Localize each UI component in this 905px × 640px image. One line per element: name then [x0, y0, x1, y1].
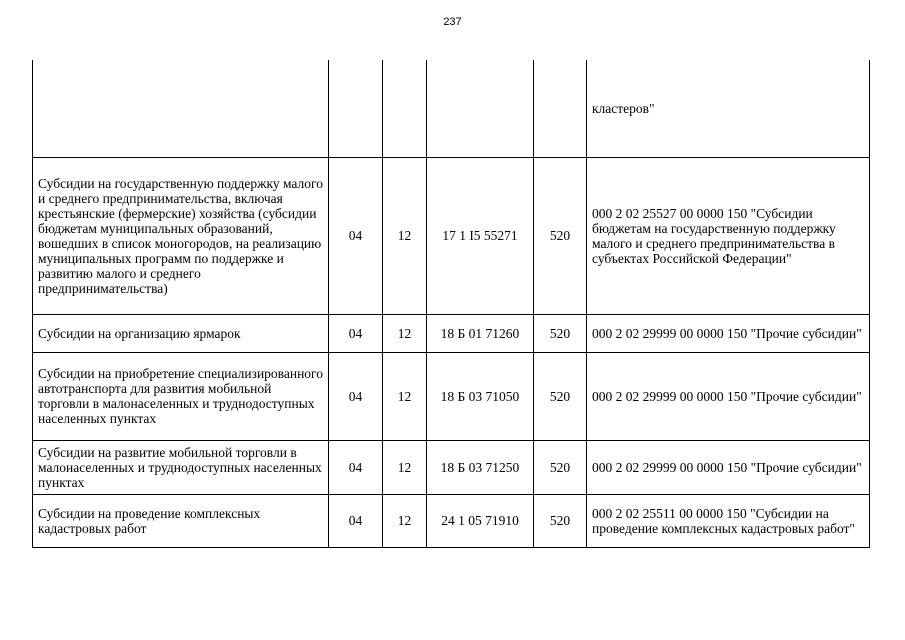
subsection-cell: 12	[383, 494, 427, 547]
section-cell: 04	[329, 157, 383, 314]
subsidy-name-cell: Субсидии на проведение комплексных кадастровых работ	[33, 494, 329, 547]
page-number: 237	[443, 16, 462, 28]
section-cell	[329, 60, 383, 157]
table-row	[33, 157, 870, 314]
subsidy-name-cell: Субсидии на организацию ярмарок	[33, 314, 329, 352]
expense-type-cell: 520	[534, 314, 587, 352]
subsidies-table	[32, 60, 870, 548]
subsidy-name-cell: Субсидии на приобретение специализированного автотранспорта для развития мобильной торговли в малонаселенных и труднодоступных населенных пунктах	[33, 352, 329, 440]
table-row	[33, 60, 870, 157]
target-article-cell: 18 Б 03 71050	[427, 352, 534, 440]
table-row	[33, 494, 870, 547]
target-article-cell: 24 1 05 71910	[427, 494, 534, 547]
subsidy-name-cell	[33, 60, 329, 157]
table-row	[33, 314, 870, 352]
target-article-cell: 18 Б 01 71260	[427, 314, 534, 352]
section-cell: 04	[329, 352, 383, 440]
subsection-cell: 12	[383, 314, 427, 352]
subsection-cell: 12	[383, 352, 427, 440]
expense-type-cell: 520	[534, 352, 587, 440]
table-row	[33, 352, 870, 440]
table-row	[33, 440, 870, 494]
target-article-cell: 17 1 I5 55271	[427, 157, 534, 314]
subsection-cell: 12	[383, 440, 427, 494]
section-cell: 04	[329, 494, 383, 547]
revenue-code-cell: 000 2 02 25527 00 0000 150 "Субсидии бюджетам на государственную поддержку малого и среднего предпринимательства в субъектах Российской Федерации"	[587, 157, 870, 314]
subsidy-name-cell: Субсидии на развитие мобильной торговли в малонаселенных и труднодоступных населенных пунктах	[33, 440, 329, 494]
target-article-cell: 18 Б 03 71250	[427, 440, 534, 494]
expense-type-cell: 520	[534, 440, 587, 494]
expense-type-cell: 520	[534, 494, 587, 547]
subsection-cell: 12	[383, 157, 427, 314]
subsidy-name-cell: Субсидии на государственную поддержку малого и среднего предпринимательства, включая крестьянские (фермерские) хозяйства (субсидии бюджетам муниципальных образований, вошедших в список моногородов, на реализацию муниципальных программ по поддержке и развитию малого и среднего предпринимательства)	[33, 157, 329, 314]
expense-type-cell: 520	[534, 157, 587, 314]
revenue-code-cell: 000 2 02 25511 00 0000 150 "Субсидии на проведение комплексных кадастровых работ"	[587, 494, 870, 547]
target-article-cell	[427, 60, 534, 157]
subsection-cell	[383, 60, 427, 157]
expense-type-cell	[534, 60, 587, 157]
revenue-code-cell: кластеров"	[587, 60, 870, 157]
revenue-code-cell: 000 2 02 29999 00 0000 150 "Прочие субсидии"	[587, 440, 870, 494]
section-cell: 04	[329, 440, 383, 494]
section-cell: 04	[329, 314, 383, 352]
revenue-code-cell: 000 2 02 29999 00 0000 150 "Прочие субсидии"	[587, 314, 870, 352]
revenue-code-cell: 000 2 02 29999 00 0000 150 "Прочие субсидии"	[587, 352, 870, 440]
